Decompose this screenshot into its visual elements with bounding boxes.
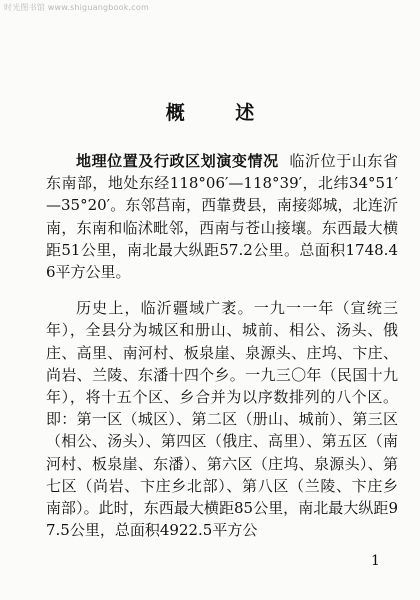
page-number: 1 [371, 553, 380, 569]
paragraph-text: 历史上，临沂疆域广袤。一九一一年（宣统三年），全县分为城区和册山、城前、相公、汤头、俄庄、高里、南河村、板泉崖、泉源头、庄坞、卞庄、尚岩、兰陵、东潘十四个乡。一九三〇年（民国十九年），将十五个区、乡合并为以序数排列的八个区。即：第一区（城区）、第二区（册山、城前）、第三区（相公、汤头）、第四区（俄庄、高里）、第五区（南河村、板泉崖、东潘）、第六区（庄坞、泉源头）、第七区（尚岩、卞庄乡北部）、第八区（兰陵、卞庄乡南部）。此时，东西最大横距85公里，南北最大纵距97.5公里，总面积4922.5平方公 [46, 299, 398, 540]
page-title: 概 述 [165, 102, 277, 124]
section-heading: 地理位置及行政区划演变情况 [76, 152, 279, 170]
paragraph [46, 297, 398, 541]
watermark: 时光图书馆 www.shiguangbook.com [4, 3, 149, 12]
paragraph-text: 临沂位于山东省东南部，地处东经118°06′—118°39′，北纬34°51′—35°20′。东邻莒南，西靠费县，南接郯城，北连沂南，东南和临沭毗邻，西南与苍山接壤。东西最大横距51公里，南北最大纵距57.2公里。总面积1748.46平方公里。 [46, 152, 398, 282]
paragraph [46, 150, 398, 283]
body-text [46, 150, 398, 555]
